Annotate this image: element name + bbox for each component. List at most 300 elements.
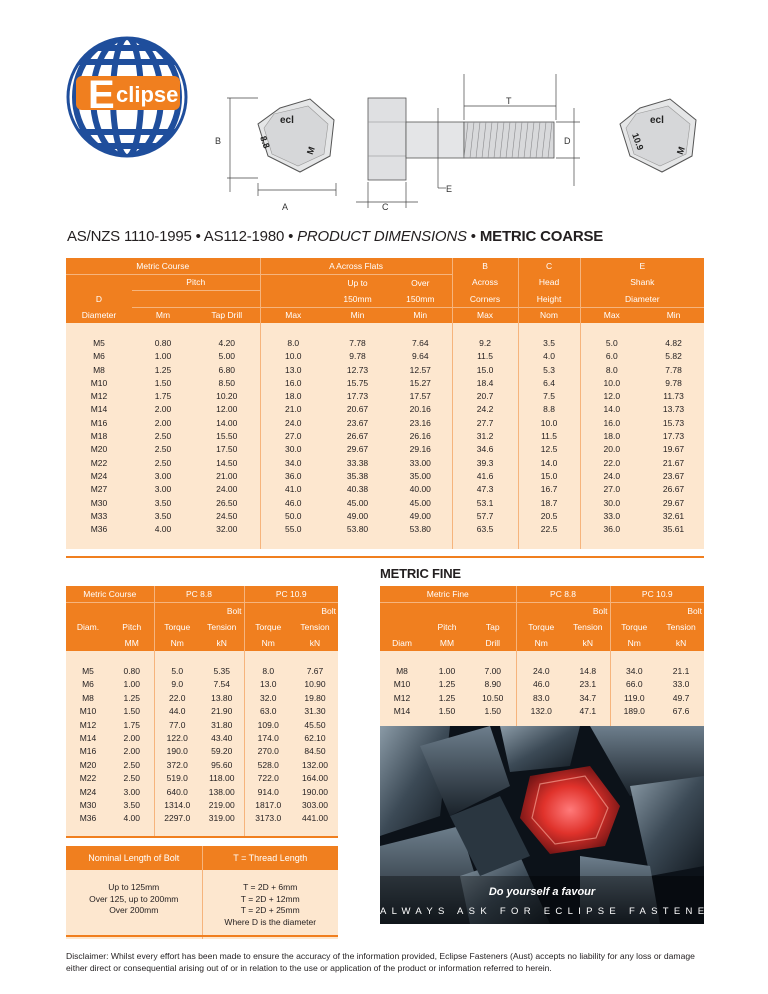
table-cell: 46.0 — [516, 678, 566, 691]
photo-slogan: ALWAYS ASK FOR ECLIPSE FASTENERS — [380, 906, 734, 917]
photo-tagline: Do yourself a favour — [488, 886, 596, 898]
header-max: Max — [260, 307, 326, 323]
table-cell: 3173.0 — [244, 812, 292, 825]
table-cell: M20 — [66, 443, 132, 456]
header-tension: Tension — [566, 619, 610, 635]
table-cell: 14.0 — [518, 456, 580, 469]
table-cell: 2.00 — [110, 731, 154, 744]
table-cell: 2.50 — [110, 758, 154, 771]
header-b: B — [452, 258, 518, 274]
table-cell: 6.0 — [580, 350, 643, 363]
table-cell: 45.00 — [326, 496, 389, 509]
table-cell: 0.80 — [132, 336, 194, 349]
table-cell: 50.0 — [260, 509, 326, 522]
table-cell: 15.0 — [518, 469, 580, 482]
table-cell: 4.20 — [194, 336, 260, 349]
table-cell: 16.0 — [580, 416, 643, 429]
fine-torque-table — [380, 586, 704, 731]
table-cell: 18.4 — [452, 376, 518, 389]
spacer-cell — [244, 651, 292, 664]
table-cell: 118.00 — [200, 772, 244, 785]
table-cell: 10.90 — [292, 678, 338, 691]
table-row — [66, 429, 704, 442]
table-cell: 21.1 — [658, 664, 704, 677]
table-cell: 15.0 — [452, 363, 518, 376]
table-cell: 20.5 — [518, 509, 580, 522]
table-cell: 33.0 — [658, 678, 704, 691]
table-cell: M12 — [380, 691, 424, 704]
table-cell: 53.1 — [452, 496, 518, 509]
table-cell: 5.0 — [580, 336, 643, 349]
table-cell: 20.67 — [326, 403, 389, 416]
bolt-side-view — [368, 98, 554, 180]
table-cell: 19.67 — [643, 443, 704, 456]
table-cell: 23.1 — [566, 678, 610, 691]
header-torque: Torque — [610, 619, 658, 635]
table-cell: 33.38 — [326, 456, 389, 469]
table-cell: M14 — [380, 705, 424, 718]
table-cell: 1.25 — [110, 691, 154, 704]
header-nm: Nm — [154, 635, 200, 651]
table-cell: 9.64 — [389, 350, 452, 363]
spacer-row — [66, 928, 338, 940]
table-cell: 190.0 — [154, 745, 200, 758]
table-cell: 30.0 — [260, 443, 326, 456]
header-pitch: Pitch — [424, 619, 470, 635]
table-cell: 47.1 — [566, 705, 610, 718]
table-cell: M27 — [66, 483, 132, 496]
table-cell: 31.30 — [292, 705, 338, 718]
table-cell: 2.50 — [132, 443, 194, 456]
header-diameter: Diameter — [580, 291, 704, 308]
header-nm: Nm — [516, 635, 566, 651]
spacer-cell — [580, 323, 643, 336]
table-cell: 29.67 — [326, 443, 389, 456]
table-cell: 1.50 — [424, 705, 470, 718]
table-cell: 14.8 — [566, 664, 610, 677]
logo-text: clipse — [116, 82, 179, 107]
table-cell: 57.7 — [452, 509, 518, 522]
dim-label-d: D — [564, 136, 571, 146]
table-cell: 270.0 — [244, 745, 292, 758]
table-cell: 2297.0 — [154, 812, 200, 825]
table-cell: T = 2D + 12mm — [202, 893, 338, 905]
table-row — [66, 483, 704, 496]
table-cell: 15.50 — [194, 429, 260, 442]
table-cell: T = 2D + 6mm — [202, 882, 338, 894]
header-blank — [260, 291, 326, 308]
table-row — [66, 691, 338, 704]
table-cell: 33.0 — [580, 509, 643, 522]
table-row — [66, 350, 704, 363]
spacer-cell — [260, 323, 326, 336]
spacer-cell — [292, 651, 338, 664]
head-mark-8-8: ecl — [280, 115, 294, 126]
table-row — [66, 469, 704, 482]
table-cell: M16 — [66, 416, 132, 429]
table-cell: 164.00 — [292, 772, 338, 785]
header-metric-fine: Metric Fine — [380, 586, 516, 603]
table-cell: 119.0 — [610, 691, 658, 704]
table-cell: 41.6 — [452, 469, 518, 482]
header-pc-8-8: PC 8.8 — [516, 586, 610, 603]
grade-mark-8-8: 8.8 — [258, 134, 272, 150]
table-cell: 4.82 — [643, 336, 704, 349]
m-mark-10-9: M — [674, 145, 687, 156]
table-cell: Up to 125mm — [66, 882, 202, 894]
table-cell: 8.90 — [470, 678, 516, 691]
table-cell: Over 200mm — [66, 905, 202, 917]
table-cell: 83.0 — [516, 691, 566, 704]
table-cell: 95.60 — [200, 758, 244, 771]
table-cell: M22 — [66, 456, 132, 469]
table-cell: 10.50 — [470, 691, 516, 704]
header-e: E — [580, 258, 704, 274]
header-max: Max — [580, 307, 643, 323]
table-row — [66, 363, 704, 376]
header-max: Max — [452, 307, 518, 323]
table-cell: 53.80 — [326, 522, 389, 535]
table-cell: 1.00 — [132, 350, 194, 363]
header-blank — [194, 291, 260, 308]
table-cell: 9.78 — [326, 350, 389, 363]
header-kn: kN — [566, 635, 610, 651]
spacer-cell — [389, 536, 452, 549]
table-body — [66, 651, 338, 838]
table-cell: M8 — [380, 664, 424, 677]
table-cell: 20.0 — [580, 443, 643, 456]
table-cell: 16.7 — [518, 483, 580, 496]
table-cell: 33.00 — [389, 456, 452, 469]
table-cell: 6.4 — [518, 376, 580, 389]
table-body — [380, 651, 704, 731]
spacer-cell — [643, 536, 704, 549]
table-cell: 27.7 — [452, 416, 518, 429]
table-cell: 24.2 — [452, 403, 518, 416]
header-metric-course: Metric Course — [66, 258, 260, 274]
table-body — [66, 870, 338, 939]
table-cell: 10.20 — [194, 389, 260, 402]
table-row — [66, 416, 704, 429]
metric-coarse-dimensions-table — [66, 258, 704, 549]
table-cell: 18.7 — [518, 496, 580, 509]
header-blank — [424, 603, 470, 620]
table-row — [66, 705, 338, 718]
table-cell: 6.80 — [194, 363, 260, 376]
table-cell: 7.00 — [470, 664, 516, 677]
table-body — [66, 323, 704, 549]
logo-initial: E — [88, 73, 115, 117]
header-mm: MM — [424, 635, 470, 651]
table-cell: 17.57 — [389, 389, 452, 402]
table-cell: 34.0 — [260, 456, 326, 469]
table-cell: 26.16 — [389, 429, 452, 442]
header-tension: Tension — [200, 619, 244, 635]
header-blank — [516, 603, 566, 620]
m-mark-8-8: M — [304, 145, 317, 156]
spacer-cell — [194, 323, 260, 336]
table-cell: 23.67 — [643, 469, 704, 482]
table-cell: 132.00 — [292, 758, 338, 771]
table-cell: 24.50 — [194, 509, 260, 522]
table-cell: M16 — [66, 745, 110, 758]
table-cell: 34.0 — [610, 664, 658, 677]
table-cell: 27.0 — [260, 429, 326, 442]
table-cell: 4.00 — [132, 522, 194, 535]
table-cell: 319.00 — [200, 812, 244, 825]
table-cell: 2.50 — [132, 456, 194, 469]
header-150mm: 150mm — [326, 291, 389, 308]
table-cell: 5.3 — [518, 363, 580, 376]
spacer-cell — [518, 323, 580, 336]
dim-label-b: B — [215, 136, 222, 146]
table-cell: 18.0 — [260, 389, 326, 402]
table-cell: 47.3 — [452, 483, 518, 496]
table-cell: 372.0 — [154, 758, 200, 771]
header-pc-8-8: PC 8.8 — [154, 586, 244, 603]
header-thread-length: T = Thread Length — [202, 846, 338, 870]
header-c: C — [518, 258, 580, 274]
table-cell: 10.0 — [580, 376, 643, 389]
table-cell: 219.00 — [200, 798, 244, 811]
table-cell: M33 — [66, 509, 132, 522]
table-cell: 1.00 — [110, 678, 154, 691]
table-row — [66, 376, 704, 389]
spacer-cell — [66, 651, 110, 664]
table-cell: 9.78 — [643, 376, 704, 389]
table-cell: 7.54 — [200, 678, 244, 691]
header-kn: kN — [292, 635, 338, 651]
table-cell: 13.0 — [260, 363, 326, 376]
header-min: Min — [643, 307, 704, 323]
header-blank — [610, 603, 658, 620]
table-row — [66, 718, 338, 731]
spacer-cell — [452, 536, 518, 549]
table-cell: 3.00 — [132, 469, 194, 482]
table-row — [66, 336, 704, 349]
header-blank — [154, 603, 200, 620]
table-cell: 31.80 — [200, 718, 244, 731]
table-cell: 4.00 — [110, 812, 154, 825]
header-a-across-flats: A Across Flats — [260, 258, 452, 274]
header-blank — [260, 274, 326, 291]
table-cell: M36 — [66, 812, 110, 825]
table-row — [66, 758, 338, 771]
table-row — [66, 798, 338, 811]
table-cell: M20 — [66, 758, 110, 771]
header-diam: Diam. — [66, 619, 110, 635]
table-cell: 26.67 — [326, 429, 389, 442]
page-heading — [67, 228, 707, 245]
table-cell: 18.0 — [580, 429, 643, 442]
spacer-cell — [643, 323, 704, 336]
spacer-cell — [132, 323, 194, 336]
table-cell: M24 — [66, 785, 110, 798]
table-cell: M24 — [66, 469, 132, 482]
table-cell: 36.0 — [580, 522, 643, 535]
header-diameter: Diameter — [66, 307, 132, 323]
table-cell: M5 — [66, 336, 132, 349]
spacer-cell — [66, 870, 202, 882]
table-cell: 3.50 — [110, 798, 154, 811]
table-cell: 53.80 — [389, 522, 452, 535]
table-cell: 1.50 — [470, 705, 516, 718]
table-cell: 1314.0 — [154, 798, 200, 811]
header-torque: Torque — [244, 619, 292, 635]
spacer-cell — [194, 536, 260, 549]
table-cell: 20.7 — [452, 389, 518, 402]
table-cell: 36.0 — [260, 469, 326, 482]
table-cell: 5.00 — [194, 350, 260, 363]
table-cell: 63.5 — [452, 522, 518, 535]
dim-label-t: T — [506, 96, 512, 106]
table-cell: 2.00 — [132, 416, 194, 429]
table-cell: 174.0 — [244, 731, 292, 744]
spacer-cell — [66, 928, 202, 940]
standards-text: AS/NZS 1110-1995 • AS112-1980 • — [67, 228, 298, 245]
table-cell: 7.64 — [389, 336, 452, 349]
spacer-cell — [518, 536, 580, 549]
table-cell: 8.50 — [194, 376, 260, 389]
table-cell: 3.00 — [110, 785, 154, 798]
table-cell: 24.0 — [516, 664, 566, 677]
table-row — [66, 905, 338, 917]
table-row — [380, 664, 704, 677]
table-cell: 5.82 — [643, 350, 704, 363]
metric-coarse-text: METRIC COARSE — [479, 228, 604, 245]
spacer-cell — [610, 651, 658, 664]
table-cell: 12.0 — [580, 389, 643, 402]
table-cell: M14 — [66, 731, 110, 744]
header-torque: Torque — [154, 619, 200, 635]
table-cell: 3.5 — [518, 336, 580, 349]
hex-head-8-8 — [258, 99, 334, 172]
header-tap: Tap — [470, 619, 516, 635]
table-cell: 3.50 — [132, 496, 194, 509]
header-tension: Tension — [292, 619, 338, 635]
spacer-cell — [658, 651, 704, 664]
header-blank — [380, 619, 424, 635]
table-row — [380, 691, 704, 704]
header-nominal-length: Nominal Length of Bolt — [66, 846, 202, 870]
table-cell: 528.0 — [244, 758, 292, 771]
table-cell: 8.8 — [518, 403, 580, 416]
eclipse-logo — [66, 36, 188, 158]
table-cell: M6 — [66, 678, 110, 691]
table-cell: 1.75 — [132, 389, 194, 402]
bolt-diagram — [210, 68, 710, 218]
spacer-cell — [202, 870, 338, 882]
table-row — [66, 496, 704, 509]
table-row — [380, 705, 704, 718]
header-bolt: Bolt — [200, 603, 244, 620]
table-cell: 21.00 — [194, 469, 260, 482]
table-cell: Where D is the diameter — [202, 916, 338, 928]
header-pitch: Pitch — [110, 619, 154, 635]
table-cell: 109.0 — [244, 718, 292, 731]
table-cell: 11.5 — [518, 429, 580, 442]
spacer-cell — [200, 651, 244, 664]
table-cell: 35.38 — [326, 469, 389, 482]
table-cell: 8.0 — [580, 363, 643, 376]
table-cell: 1.50 — [110, 705, 154, 718]
header-corners: Corners — [452, 291, 518, 308]
table-row — [66, 403, 704, 416]
table-cell: 77.0 — [154, 718, 200, 731]
table-cell: 1.00 — [424, 664, 470, 677]
header-mm: Mm — [132, 307, 194, 323]
header-blank — [470, 603, 516, 620]
table-cell: 49.7 — [658, 691, 704, 704]
header-pitch: Pitch — [132, 274, 260, 291]
table-cell: 3.50 — [132, 509, 194, 522]
table-cell: 640.0 — [154, 785, 200, 798]
table-cell: 34.7 — [566, 691, 610, 704]
table-cell: 441.00 — [292, 812, 338, 825]
table-cell: 45.50 — [292, 718, 338, 731]
table-cell: 24.0 — [580, 469, 643, 482]
table-cell: 44.0 — [154, 705, 200, 718]
header-drill: Drill — [470, 635, 516, 651]
heading-separator: • — [466, 228, 480, 245]
table-cell: 12.00 — [194, 403, 260, 416]
table-cell: 14.00 — [194, 416, 260, 429]
table-row — [66, 916, 338, 928]
table-cell: 519.0 — [154, 772, 200, 785]
table-bottom-rule — [66, 556, 704, 558]
table-cell: 10.0 — [260, 350, 326, 363]
coarse-torque-table — [66, 586, 338, 838]
table-cell: 32.0 — [244, 691, 292, 704]
table-cell: 11.5 — [452, 350, 518, 363]
table-cell: 29.16 — [389, 443, 452, 456]
table-cell: 40.38 — [326, 483, 389, 496]
grade-mark-10-9: 10.9 — [630, 131, 646, 152]
header-blank — [66, 603, 110, 620]
table-cell: 21.90 — [200, 705, 244, 718]
spacer-cell — [566, 651, 610, 664]
table-cell: M10 — [66, 376, 132, 389]
table-cell: 32.61 — [643, 509, 704, 522]
table-row — [66, 389, 704, 402]
header-nom: Nom — [518, 307, 580, 323]
spacer-row — [66, 870, 338, 882]
table-cell: 62.10 — [292, 731, 338, 744]
table-cell: M12 — [66, 718, 110, 731]
table-row — [66, 456, 704, 469]
spacer-cell — [389, 323, 452, 336]
spacer-cell — [580, 536, 643, 549]
table-cell: 189.0 — [610, 705, 658, 718]
spacer-row — [66, 536, 704, 549]
table-row — [66, 812, 338, 825]
table-cell: 46.0 — [260, 496, 326, 509]
table-cell: 41.0 — [260, 483, 326, 496]
table-cell: 15.73 — [643, 416, 704, 429]
table-cell: 190.00 — [292, 785, 338, 798]
header-d: D — [66, 291, 132, 308]
header-blank — [66, 635, 110, 651]
table-cell: 15.27 — [389, 376, 452, 389]
spacer-cell — [516, 651, 566, 664]
spacer-cell — [470, 651, 516, 664]
table-cell: 63.0 — [244, 705, 292, 718]
header-pc-10-9: PC 10.9 — [610, 586, 704, 603]
table-cell: Over 125, up to 200mm — [66, 893, 202, 905]
table-cell: M18 — [66, 429, 132, 442]
header-up-to: Up to — [326, 274, 389, 291]
table-row — [66, 731, 338, 744]
